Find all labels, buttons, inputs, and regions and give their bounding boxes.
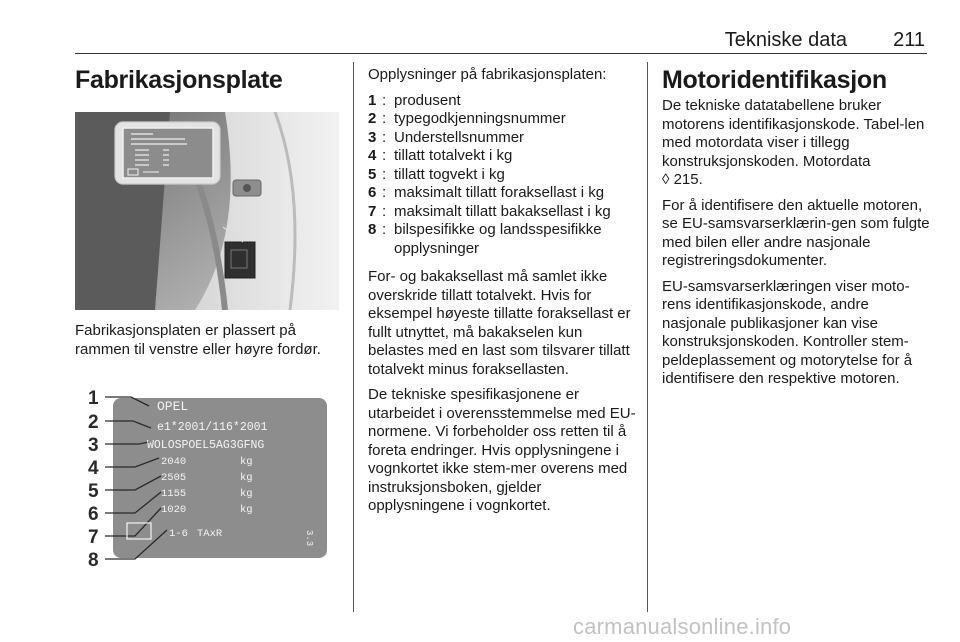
column-plate xyxy=(75,66,341,95)
item-number: 8 xyxy=(368,221,377,238)
engine-id-paragraph-3: EU-samsvarserklæringen viser moto-rens identifikasjonskode, andre nasjonale publikasjoner kan vise konstruksjonskoden. Kontroller stem-peldeplassement og motorytelse for å identifisere den respektive motoren. xyxy=(662,277,913,387)
plate-unit-2: kg xyxy=(240,472,253,484)
specifications-paragraph: De tekniske spesifikasjonene er utarbeidet i overensstemmelse med EU-normene. Vi forbeholder oss retten til å foreta endringer. Hvis opplysningene i vognkortet ikke stem-mer overens med instruksjonsboken, gjelder opplysningene i vognkortet. xyxy=(368,386,636,514)
plate-weight-4: 1020 xyxy=(161,504,187,516)
section-title: Tekniske data xyxy=(724,29,847,51)
page-header xyxy=(75,26,927,52)
item-number: 5 xyxy=(368,165,377,183)
item-text: maksimalt tillatt bakaksellast i kg xyxy=(394,202,611,220)
plate-num-4: 4 xyxy=(88,458,99,479)
list-item: 7 : maksimalt tillatt bakaksellast i kg xyxy=(368,203,636,222)
item-text: tillatt togvekt i kg xyxy=(394,165,505,183)
plate-weight-1: 2040 xyxy=(161,456,187,468)
list-item: 8 : bilspesifikke og landsspesifikke opplysninger xyxy=(368,221,636,258)
plate-weight-2: 2505 xyxy=(161,472,187,484)
plate-bottom-right: 3.3 xyxy=(304,530,314,547)
engine-id-paragraph-1 xyxy=(662,97,932,190)
column-divider-right xyxy=(647,62,648,612)
plate-bottom-left: 1-6 xyxy=(169,528,188,540)
plate-num-2: 2 xyxy=(88,412,99,433)
list-item: 1 : produsent xyxy=(368,92,636,111)
item-text: maksimalt tillatt foraksellast i kg xyxy=(394,184,605,201)
item-text: produsent xyxy=(394,91,461,109)
page-reference-icon: ◊ xyxy=(662,171,670,188)
plate-unit-3: kg xyxy=(240,488,253,500)
item-number: 4 xyxy=(368,147,377,164)
item-number: 6 xyxy=(368,184,377,201)
plate-unit-4: kg xyxy=(240,504,253,516)
plate-unit-1: kg xyxy=(240,456,253,468)
plate-info-list xyxy=(368,92,636,259)
plate-num-6: 6 xyxy=(88,504,99,525)
plate-type-approval: e1*2001/116*2001 xyxy=(157,421,268,434)
door-frame-photo xyxy=(75,112,339,310)
heading-motoridentifikasjon: Motoridentifikasjon xyxy=(662,66,887,94)
heading-fabrikasjonsplate: Fabrikasjonsplate xyxy=(75,66,283,94)
item-text: typegodkjenningsnummer xyxy=(394,110,566,127)
list-item: 4 : tillatt totalvekt i kg xyxy=(368,147,636,166)
list-item: 5 : tillatt togvekt i kg xyxy=(368,166,636,185)
item-text: tillatt totalvekt i kg xyxy=(394,147,513,164)
plate-weight-3: 1155 xyxy=(161,488,187,500)
item-number: 1 xyxy=(368,91,377,109)
plate-caption-block xyxy=(75,322,345,359)
list-item: 2 : typegodkjenningsnummer xyxy=(368,110,636,129)
item-number: 7 xyxy=(368,202,377,220)
plate-num-5: 5 xyxy=(88,481,99,502)
item-text: Understellsnummer xyxy=(394,128,525,146)
page-reference-link[interactable]: 215. xyxy=(673,171,703,188)
plate-bottom-mid: TAxR xyxy=(197,528,223,540)
engine-id-paragraph-2: For å identifisere den aktuelle motoren, se EU-samsvarserklærin-gen som fulgte med bilen eller andre nasjonale registreringsdokumenter. xyxy=(662,196,930,269)
list-item: 3 : Understellsnummer xyxy=(368,129,636,148)
column-divider-left xyxy=(353,62,354,612)
item-number: 2 xyxy=(368,110,377,127)
plate-info-intro: Opplysninger på fabrikasjonsplaten: xyxy=(368,66,607,83)
plate-num-7: 7 xyxy=(88,527,99,548)
page-number: 211 xyxy=(893,29,925,51)
header-rule xyxy=(75,53,927,54)
item-number: 3 xyxy=(368,128,377,146)
plate-diagram xyxy=(75,380,339,580)
list-item: 6 : maksimalt tillatt foraksellast i kg xyxy=(368,184,636,203)
engine-id-text: De tekniske datatabellene bruker motorens identifikasjonskode. Tabel-len med motordata viser i tillegg konstruksjonskoden. Motordata xyxy=(662,97,925,170)
site-watermark: carmanualsonline.info xyxy=(573,614,792,639)
plate-caption: Fabrikasjonsplaten er plassert på rammen til venstre eller høyre fordør. xyxy=(75,322,321,358)
plate-num-3: 3 xyxy=(88,435,99,456)
plate-vin: WOLOSPOEL5AG3GFNG xyxy=(147,439,265,452)
axle-load-paragraph: For- og bakaksellast må samlet ikke overskride tillatt totalvekt. Hvis for eksempel høyeste tillatte foraksellast er fullt utnyttet, må bakakselen kun belastes med en last som tilsvarer tillatt totalvekt minus foraksellasten. xyxy=(368,268,631,378)
column-engine-id xyxy=(662,66,932,396)
plate-num-8: 8 xyxy=(88,550,99,571)
column-plate-info xyxy=(368,66,636,523)
plate-make: OPEL xyxy=(157,399,189,414)
plate-num-1: 1 xyxy=(88,388,99,409)
item-text: bilspesifikke og landsspesifikke opplysninger xyxy=(394,221,602,257)
